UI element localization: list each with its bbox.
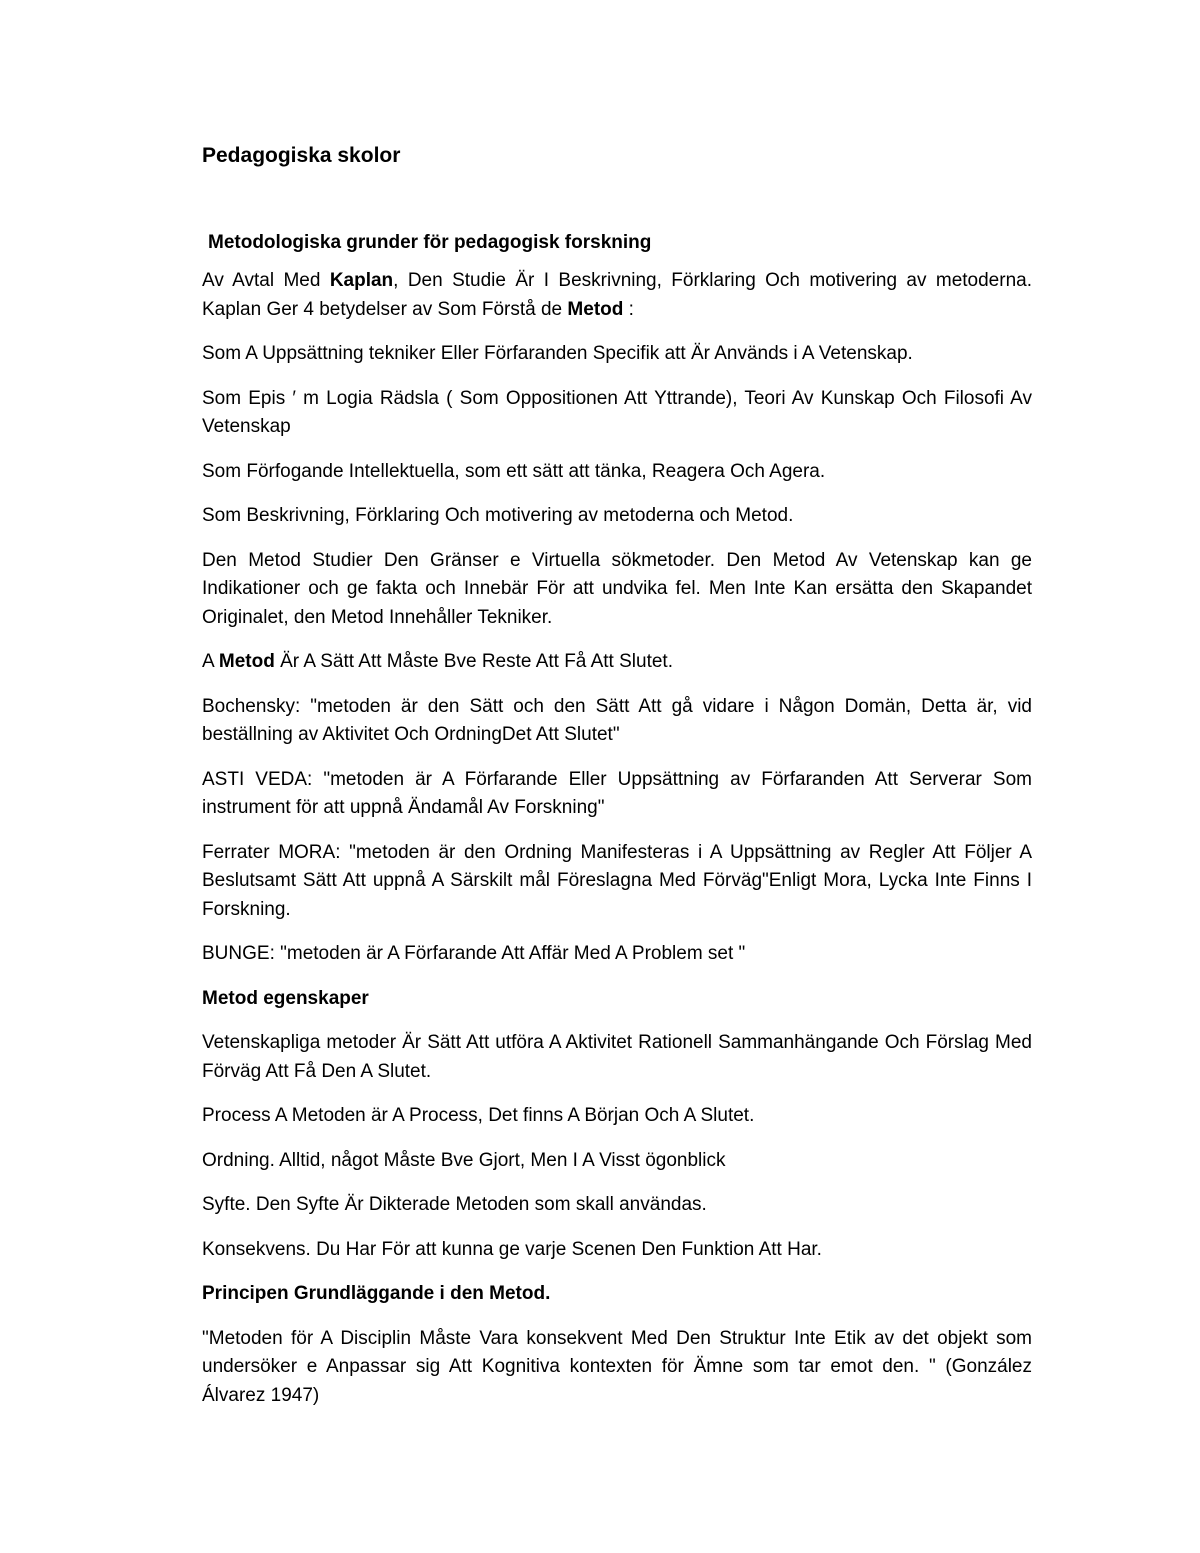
paragraph-ferrater-mora: Ferrater MORA: "metoden är den Ordning Manifesteras i A Uppsättning av Regler Att Följer A Beslutsamt Sätt Att uppnå A Särskilt mål Föreslagna Med Förväg"Enligt Mora, Lycka Inte Finns I Forskning.	[202, 841, 1032, 920]
document-page	[202, 140, 1032, 1426]
paragraph-meaning-4: Som Beskrivning, Förklaring Och motivering av metoderna och Metod.	[202, 505, 794, 526]
text-run: , Den Studie Är I Beskrivning, Förklaring Och motivering av metoderna. Kaplan Ger 4 betydelser av Som Förstå de	[202, 270, 1032, 320]
text-run: :	[623, 298, 634, 320]
paragraph-meaning-1: Som A Uppsättning tekniker Eller Förfaranden Specifik att Är Används i A Vetenskap.	[202, 343, 913, 364]
bold-term-metod: Metod	[567, 298, 624, 320]
paragraph-scientific-methods: Vetenskapliga metoder Är Sätt Att utföra A Aktivitet Rationell Sammanhängande Och Förslag Med Förväg Att Få Den A Slutet.	[202, 1032, 1032, 1082]
paragraph-ordning: Ordning. Alltid, något Måste Bve Gjort, Men I A Visst ögonblick	[202, 1149, 726, 1171]
paragraph-method-studies: Den Metod Studier Den Gränser e Virtuella sökmetoder. Den Metod Av Vetenskap kan ge Indikationer och ge fakta och Innebär För att undvika fel. Men Inte Kan ersätta den Skapandet Originalet, den Metod Innehåller Tekniker.	[202, 549, 1032, 628]
bold-term-kaplan: Kaplan	[329, 270, 394, 291]
section-subtitle: Metodologiska grunder för pedagogisk forskning	[208, 232, 652, 253]
heading-principen: Principen Grundläggande i den Metod.	[202, 1283, 551, 1304]
paragraph-process: Process A Metoden är A Process, Det finns A Början Och A Slutet.	[202, 1105, 755, 1126]
paragraph-bochensky: Bochensky: "metoden är den Sätt och den Sätt Att gå vidare i Någon Domän, Detta är, vid beställning av Aktivitet Och OrdningDet Att Slutet"	[202, 695, 1032, 745]
paragraph-syfte: Syfte. Den Syfte Är Dikterade Metoden som skall användas.	[202, 1194, 707, 1215]
text-run: A	[202, 651, 219, 672]
paragraph-method-definition	[202, 648, 1032, 677]
paragraph-gonzalez-quote: "Metoden för A Disciplin Måste Vara konsekvent Med Den Struktur Inte Etik av det objekt som undersöker e Anpassar sig Att Kognitiva kontexten för Ämne som tar emot den. " (González Álvarez 1947)	[202, 1327, 1032, 1406]
text-run: Är A Sätt Att Måste Bve Reste Att Få Att Slutet.	[274, 651, 673, 672]
paragraph-meaning-3: Som Förfogande Intellektuella, som ett sätt att tänka, Reagera Och Agera.	[202, 460, 826, 482]
page-title: Pedagogiska skolor	[202, 144, 401, 167]
text-run: Av Avtal Med	[202, 270, 330, 291]
paragraph-meaning-2: Som Epis ′ m Logia Rädsla ( Som Oppositionen Att Yttrande), Teori Av Kunskap Och Filosofi Av Vetenskap	[202, 387, 1032, 437]
paragraph-bunge: BUNGE: "metoden är A Förfarande Att Affär Med A Problem set "	[202, 943, 746, 964]
paragraph-asti-veda: ASTI VEDA: "metoden är A Förfarande Eller Uppsättning av Förfaranden Att Serverar Som instrument för att uppnå Ändamål Av Forskning"	[202, 768, 1032, 818]
paragraph-konsekvens: Konsekvens. Du Har För att kunna ge varje Scenen Den Funktion Att Har.	[202, 1238, 822, 1260]
paragraph-kaplan	[202, 267, 1032, 324]
bold-term-metod: Metod	[218, 651, 275, 672]
heading-metod-egenskaper: Metod egenskaper	[202, 987, 369, 1009]
